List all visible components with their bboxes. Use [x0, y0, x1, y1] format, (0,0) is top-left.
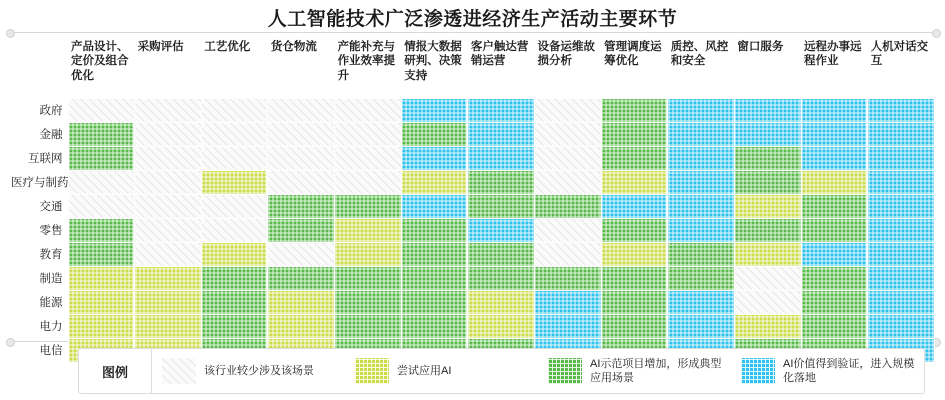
row-header-0: 政府	[39, 105, 63, 117]
matrix-cell-7-12	[868, 266, 935, 290]
matrix-cell-2-3	[268, 146, 335, 170]
column-header-12: 人机对话交互	[870, 41, 929, 68]
row-header-6: 教育	[39, 249, 63, 261]
legend-item-1	[345, 358, 538, 384]
matrix-cell-7-6	[468, 266, 535, 290]
matrix-cell-3-0	[68, 170, 135, 194]
row-header-3: 医疗与制药	[11, 177, 69, 189]
column-header-9: 质控、风控和安全	[670, 41, 729, 68]
legend-label-2: AI示范项目增加，形成典型应用场景	[590, 357, 722, 384]
matrix-cell-6-2	[201, 242, 268, 266]
matrix-cell-7-8	[601, 266, 668, 290]
matrix-cell-9-1	[135, 314, 202, 338]
matrix-row	[10, 290, 935, 314]
legend-label-1: 尝试应用AI	[397, 364, 452, 377]
matrix-row	[10, 266, 935, 290]
matrix-cell-7-4	[335, 266, 402, 290]
divider-top	[10, 32, 935, 33]
matrix-row	[10, 194, 935, 218]
matrix-cell-4-0	[68, 194, 135, 218]
column-header-0: 产品设计、定价及组合优化	[71, 41, 129, 82]
matrix-cell-8-7	[534, 290, 601, 314]
matrix-cell-9-0	[68, 314, 135, 338]
matrix-cell-8-8	[601, 290, 668, 314]
heatmap-grid	[10, 36, 935, 357]
matrix-cell-3-12	[868, 170, 935, 194]
matrix-cell-0-11	[801, 98, 868, 122]
legend-title: 图例	[101, 364, 128, 380]
matrix-corner	[10, 36, 68, 98]
matrix-cell-0-6	[468, 98, 535, 122]
matrix-cell-8-5	[401, 290, 468, 314]
matrix-cell-6-6	[468, 242, 535, 266]
matrix-cell-8-1	[135, 290, 202, 314]
matrix-cell-8-4	[335, 290, 402, 314]
matrix-cell-3-8	[601, 170, 668, 194]
matrix-cell-9-12	[868, 314, 935, 338]
column-header-3: 货仓物流	[270, 41, 317, 53]
legend-item-2	[538, 357, 731, 386]
matrix-cell-0-4	[335, 98, 402, 122]
matrix-cell-1-7	[534, 122, 601, 146]
matrix-cell-5-2	[201, 218, 268, 242]
matrix-cell-4-8	[601, 194, 668, 218]
matrix-cell-0-1	[135, 98, 202, 122]
matrix-cell-2-11	[801, 146, 868, 170]
matrix-body	[10, 98, 935, 362]
matrix-cell-7-10	[734, 266, 801, 290]
matrix-cell-9-9	[668, 314, 735, 338]
matrix-cell-3-1	[135, 170, 202, 194]
matrix-cell-2-12	[868, 146, 935, 170]
matrix-cell-6-4	[335, 242, 402, 266]
matrix-cell-9-2	[201, 314, 268, 338]
chart-title: 人工智能技术广泛渗透进经济生产活动主要环节	[267, 9, 678, 30]
matrix-cell-3-2	[201, 170, 268, 194]
matrix-cell-2-8	[601, 146, 668, 170]
row-header-2: 互联网	[28, 153, 63, 165]
matrix-cell-8-2	[201, 290, 268, 314]
matrix-cell-2-9	[668, 146, 735, 170]
matrix-cell-0-10	[734, 98, 801, 122]
matrix-cell-7-9	[668, 266, 735, 290]
matrix-cell-7-7	[534, 266, 601, 290]
matrix-cell-0-2	[201, 98, 268, 122]
matrix-cell-5-7	[534, 218, 601, 242]
matrix-cell-5-0	[68, 218, 135, 242]
matrix-cell-1-3	[268, 122, 335, 146]
matrix-cell-1-1	[135, 122, 202, 146]
row-header-9: 电力	[39, 321, 63, 333]
matrix-cell-2-10	[734, 146, 801, 170]
matrix-cell-0-3	[268, 98, 335, 122]
matrix-cell-9-11	[801, 314, 868, 338]
matrix-cell-6-9	[668, 242, 735, 266]
matrix-cell-5-12	[868, 218, 935, 242]
matrix-cell-5-8	[601, 218, 668, 242]
legend-swatch-1	[355, 358, 389, 384]
matrix-cell-1-4	[335, 122, 402, 146]
matrix-cell-3-10	[734, 170, 801, 194]
matrix-cell-1-6	[468, 122, 535, 146]
matrix-cell-3-7	[534, 170, 601, 194]
matrix-cell-8-11	[801, 290, 868, 314]
column-header-11: 远程办事远程作业	[804, 41, 862, 68]
matrix-cell-4-3	[268, 194, 335, 218]
matrix-row	[10, 98, 935, 122]
matrix-row	[10, 314, 935, 338]
matrix-cell-9-10	[734, 314, 801, 338]
matrix-row	[10, 122, 935, 146]
legend-label-3: AI价值得到验证，进入规模化落地	[783, 357, 915, 384]
matrix-cell-1-12	[868, 122, 935, 146]
legend-swatch-0	[162, 358, 196, 384]
matrix-cell-8-12	[868, 290, 935, 314]
matrix-cell-7-1	[135, 266, 202, 290]
matrix-cell-9-7	[534, 314, 601, 338]
matrix-cell-5-1	[135, 218, 202, 242]
column-header-row	[10, 36, 935, 98]
matrix-cell-2-0	[68, 146, 135, 170]
matrix-cell-5-10	[734, 218, 801, 242]
matrix-cell-8-9	[668, 290, 735, 314]
matrix-cell-8-10	[734, 290, 801, 314]
matrix-cell-7-3	[268, 266, 335, 290]
matrix-cell-5-5	[401, 218, 468, 242]
matrix-cell-9-6	[468, 314, 535, 338]
matrix-cell-1-11	[801, 122, 868, 146]
column-header-1: 采购评估	[137, 41, 184, 53]
matrix-cell-1-10	[734, 122, 801, 146]
matrix-cell-4-1	[135, 194, 202, 218]
matrix-cell-3-11	[801, 170, 868, 194]
matrix-cell-3-3	[268, 170, 335, 194]
matrix-row	[10, 218, 935, 242]
matrix-cell-0-7	[534, 98, 601, 122]
matrix-cell-3-6	[468, 170, 535, 194]
matrix-cell-4-2	[201, 194, 268, 218]
matrix-cell-6-5	[401, 242, 468, 266]
matrix-cell-7-11	[801, 266, 868, 290]
matrix-cell-0-9	[668, 98, 735, 122]
row-header-10: 电信	[39, 345, 63, 357]
row-header-5: 零售	[39, 225, 63, 237]
matrix-cell-5-6	[468, 218, 535, 242]
matrix-row	[10, 242, 935, 266]
row-header-1: 金融	[39, 129, 63, 141]
matrix-cell-5-11	[801, 218, 868, 242]
matrix-cell-3-4	[335, 170, 402, 194]
matrix-cell-4-7	[534, 194, 601, 218]
matrix-row	[10, 146, 935, 170]
matrix-cell-4-6	[468, 194, 535, 218]
matrix-cell-9-5	[401, 314, 468, 338]
matrix-cell-9-8	[601, 314, 668, 338]
legend-item-3	[731, 357, 924, 386]
matrix-cell-1-0	[68, 122, 135, 146]
matrix-cell-4-4	[335, 194, 402, 218]
column-header-10: 窗口服务	[737, 41, 784, 53]
matrix-cell-2-1	[135, 146, 202, 170]
matrix-cell-0-12	[868, 98, 935, 122]
matrix-cell-0-0	[68, 98, 135, 122]
column-header-5: 情报大数据研判、决策支持	[404, 41, 462, 82]
column-header-8: 管理调度运筹优化	[604, 41, 662, 68]
legend-item-0	[152, 358, 345, 384]
matrix-cell-2-2	[201, 146, 268, 170]
matrix-cell-5-4	[335, 218, 402, 242]
matrix-table	[10, 36, 935, 363]
column-header-6: 客户触达营销运营	[470, 41, 529, 68]
matrix-cell-6-3	[268, 242, 335, 266]
column-header-2: 工艺优化	[204, 41, 251, 53]
matrix-cell-4-9	[668, 194, 735, 218]
matrix-cell-7-2	[201, 266, 268, 290]
matrix-cell-0-8	[601, 98, 668, 122]
matrix-cell-5-9	[668, 218, 735, 242]
matrix-cell-2-5	[401, 146, 468, 170]
legend-swatch-2	[548, 358, 582, 384]
matrix-cell-3-5	[401, 170, 468, 194]
matrix-cell-1-2	[201, 122, 268, 146]
matrix-cell-7-0	[68, 266, 135, 290]
matrix-cell-5-3	[268, 218, 335, 242]
legend-swatch-3	[741, 358, 775, 384]
matrix-cell-1-8	[601, 122, 668, 146]
matrix-cell-9-4	[335, 314, 402, 338]
row-header-8: 能源	[39, 297, 63, 309]
matrix-cell-4-5	[401, 194, 468, 218]
matrix-cell-6-7	[534, 242, 601, 266]
matrix-cell-2-6	[468, 146, 535, 170]
matrix-cell-0-5	[401, 98, 468, 122]
column-header-4: 产能补充与作业效率提升	[337, 41, 396, 82]
row-header-4: 交通	[39, 201, 63, 213]
matrix-cell-6-11	[801, 242, 868, 266]
matrix-cell-8-6	[468, 290, 535, 314]
matrix-cell-4-12	[868, 194, 935, 218]
matrix-cell-7-5	[401, 266, 468, 290]
matrix-cell-4-11	[801, 194, 868, 218]
matrix-cell-2-4	[335, 146, 402, 170]
matrix-cell-6-1	[135, 242, 202, 266]
matrix-cell-1-9	[668, 122, 735, 146]
matrix-row	[10, 170, 935, 194]
matrix-cell-3-9	[668, 170, 735, 194]
legend	[78, 348, 925, 394]
matrix-cell-8-3	[268, 290, 335, 314]
matrix-cell-9-3	[268, 314, 335, 338]
matrix-cell-4-10	[734, 194, 801, 218]
matrix-cell-6-12	[868, 242, 935, 266]
column-header-7: 设备运维故损分析	[537, 41, 595, 68]
matrix-cell-8-0	[68, 290, 135, 314]
matrix-cell-2-7	[534, 146, 601, 170]
row-header-7: 制造	[39, 273, 63, 285]
matrix-cell-6-8	[601, 242, 668, 266]
matrix-cell-1-5	[401, 122, 468, 146]
matrix-cell-6-0	[68, 242, 135, 266]
matrix-cell-6-10	[734, 242, 801, 266]
legend-label-0: 该行业较少涉及该场景	[204, 364, 314, 377]
